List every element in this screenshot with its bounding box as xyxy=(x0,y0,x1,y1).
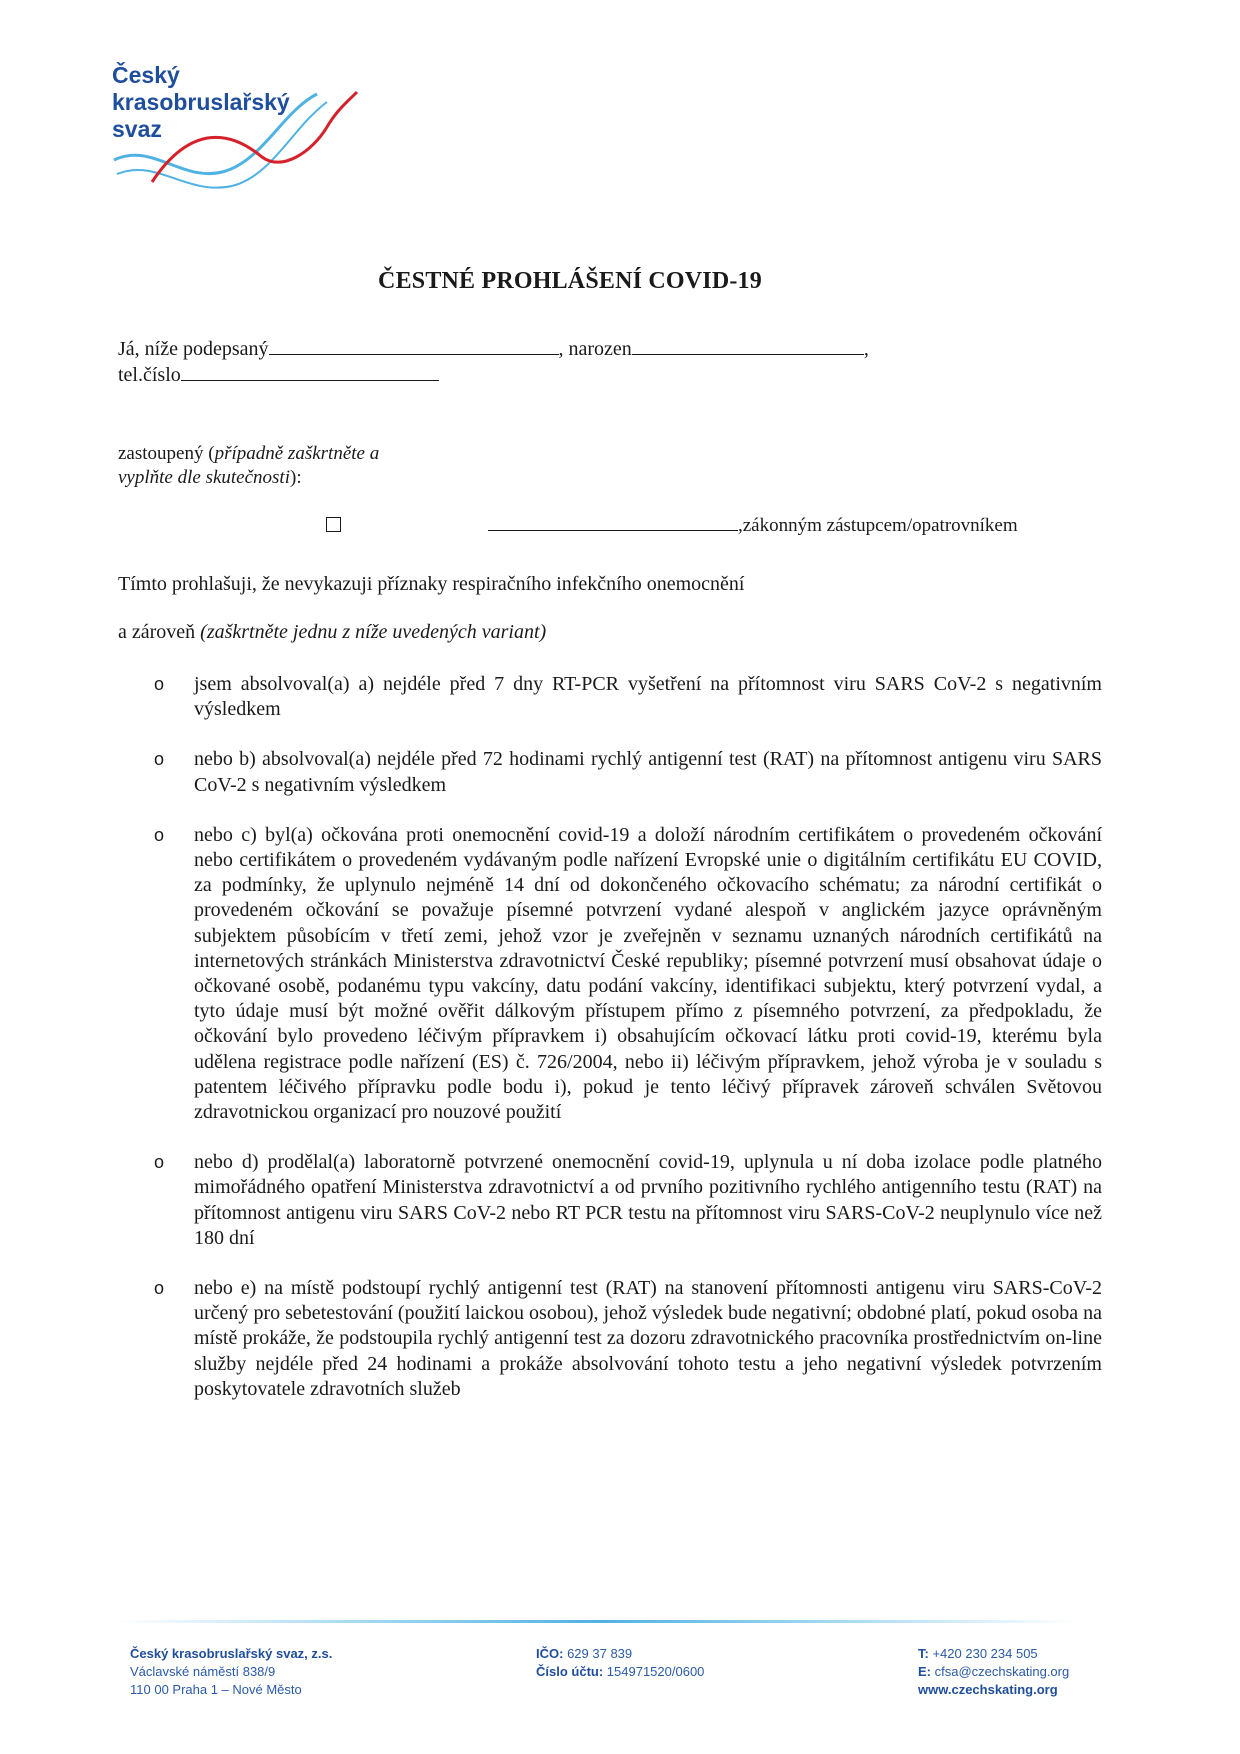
logo-line-1: Český xyxy=(112,62,180,88)
option-bullet[interactable]: o xyxy=(154,749,165,770)
footer-company-info xyxy=(536,1645,704,1681)
birthdate-field[interactable] xyxy=(632,336,864,355)
option-b xyxy=(154,747,1102,797)
footer-web[interactable]: www.czechskating.org xyxy=(918,1682,1058,1697)
legal-representative-field[interactable] xyxy=(488,512,738,531)
footer-phone: +420 230 234 505 xyxy=(932,1646,1038,1661)
option-text: nebo d) prodělal(a) laboratorně potvrzené onemocnění covid-19, uplynula u ní doba izolace podle platného mimořádného opatření Ministerstva zdravotnictví a od prvního pozitivního rychlého antigenního testu (RAT) na přítomnost antigenu viru SARS CoV-2 nebo RT PCR testu na přítomnost viru SARS-CoV-2 neuplynulo více než 180 dní xyxy=(194,1151,1102,1249)
option-text: nebo b) absolvoval(a) nejdéle před 72 hodinami rychlý antigenní test (RAT) na přítomnost antigenu viru SARS CoV-2 s negativním výsledkem xyxy=(194,748,1102,796)
footer-ico-label: IČO: xyxy=(536,1646,564,1661)
footer-phone-label: T: xyxy=(918,1646,929,1661)
also-hint: (zaškrtněte jednu z níže uvedených variant) xyxy=(200,621,547,643)
represented-hint-1: případně zaškrtněte a xyxy=(214,443,380,464)
footer-contact xyxy=(918,1645,1069,1699)
logo-line-2: krasobruslařský xyxy=(112,89,290,115)
option-d xyxy=(154,1150,1102,1251)
legal-representative-line xyxy=(488,512,1018,537)
also-line xyxy=(118,620,546,644)
represented-line-2 xyxy=(118,466,302,490)
signer-line xyxy=(118,336,869,361)
represented-end: ): xyxy=(290,467,302,488)
footer-account: 154971520/0600 xyxy=(606,1664,705,1679)
footer-org: Český krasobruslařský svaz, z.s. xyxy=(130,1646,333,1661)
legal-representative-checkbox[interactable] xyxy=(326,517,341,532)
declaration-text: Tímto prohlašuji, že nevykazuji příznaky respiračního infekčního onemocnění xyxy=(118,573,745,595)
also-label: a zároveň xyxy=(118,621,201,643)
represented-line xyxy=(118,442,379,466)
footer-account-label: Číslo účtu: xyxy=(536,1664,604,1679)
organization-logo xyxy=(112,62,372,212)
footer-divider xyxy=(118,1620,1078,1623)
born-label: , narozen xyxy=(558,338,632,360)
phone-label: tel.číslo xyxy=(118,364,181,386)
option-text: jsem absolvoval(a) a) nejdéle před 7 dny RT-PCR vyšetření na přítomnost viru SARS CoV-2 s negativním výsledkem xyxy=(194,673,1102,721)
option-bullet[interactable]: o xyxy=(154,824,165,845)
footer-email-label: E: xyxy=(918,1664,931,1679)
represented-hint-2: vyplňte dle skutečnosti xyxy=(118,467,290,488)
option-bullet[interactable]: o xyxy=(154,1278,165,1299)
option-text: nebo c) byl(a) očkována proti onemocnění covid-19 a doloží národním certifikátem o provedeném očkování nebo certifikátem o provedeném vydávaným podle nařízení Evropské unie o digitálním certifikátu EU COVID, za podmínky, že uplynulo nejméně 14 dní od dokončeného očkovacího schématu; za národní certifikát o provedeném očkování se považuje písemné potvrzení vydané alespoň v anglickém jazyce oprávněným subjektem působícím v třetí zemi, jehož vzor je zveřejněn v seznamu uznaných národních certifikátů na internetových stránkách Ministerstva zdravotnictví České republiky; písemné potvrzení musí obsahovat údaje o očkované osobě, podanému typu vakcíny, datu podání vakcíny, identifikaci subjektu, který potvrzení vydal, a tyto údaje musí být možné ověřit dálkovým přístupem přímo z písemného potvrzení, za předpokladu, že očkování bylo provedeno léčivým přípravkem i) obsahujícím očkovací látku proti covid-19, kterému byla udělena registrace podle nařízení (ES) č. 726/2004, nebo ii) léčivým přípravkem, jehož výroba je v souladu s patentem léčivého přípravku podle bodu i), pokud je tento léčivý přípravek zároveň schválen Světovou zdravotnickou organizací pro nouzové použití xyxy=(194,823,1102,1124)
options-list xyxy=(154,672,1102,1427)
option-a xyxy=(154,672,1102,722)
document-title: ČESTNÉ PROHLÁŠENÍ COVID-19 xyxy=(378,268,762,294)
represented-label: zastoupený ( xyxy=(118,443,215,464)
trailing-comma: , xyxy=(863,338,869,360)
footer-ico: 629 37 839 xyxy=(567,1646,633,1661)
footer-street: Václavské náměstí 838/9 xyxy=(130,1664,276,1679)
footer-email[interactable]: cfsa@czechskating.org xyxy=(934,1664,1070,1679)
legal-representative-label: ,zákonným zástupcem/opatrovníkem xyxy=(738,515,1018,536)
option-text: nebo e) na místě podstoupí rychlý antigenní test (RAT) na stanovení přítomnosti antigenu viru SARS-CoV-2 určený pro sebetestování (použití laickou osobou), jehož výsledek bude negativní; obdobné platí, pokud osoba na místě prokáže, že podstoupila rychlý antigenní test za dozoru zdravotnického pracovníka prostřednictvím on-line služby nejdéle před 24 hodinami a prokáže absolvování tohoto testu a jeho negativní výsledek potvrzením poskytovatele zdravotních služeb xyxy=(194,1277,1102,1400)
option-bullet[interactable]: o xyxy=(154,674,165,694)
phone-line xyxy=(118,362,439,387)
signed-label: Já, níže podepsaný xyxy=(118,338,269,360)
option-c xyxy=(154,823,1102,1125)
logo-line-3: svaz xyxy=(112,116,162,142)
phone-field[interactable] xyxy=(181,362,439,381)
footer-address xyxy=(130,1645,332,1699)
option-bullet[interactable]: o xyxy=(154,1152,165,1173)
name-field[interactable] xyxy=(269,336,559,355)
footer-city: 110 00 Praha 1 – Nové Město xyxy=(130,1682,302,1697)
option-e xyxy=(154,1276,1102,1402)
